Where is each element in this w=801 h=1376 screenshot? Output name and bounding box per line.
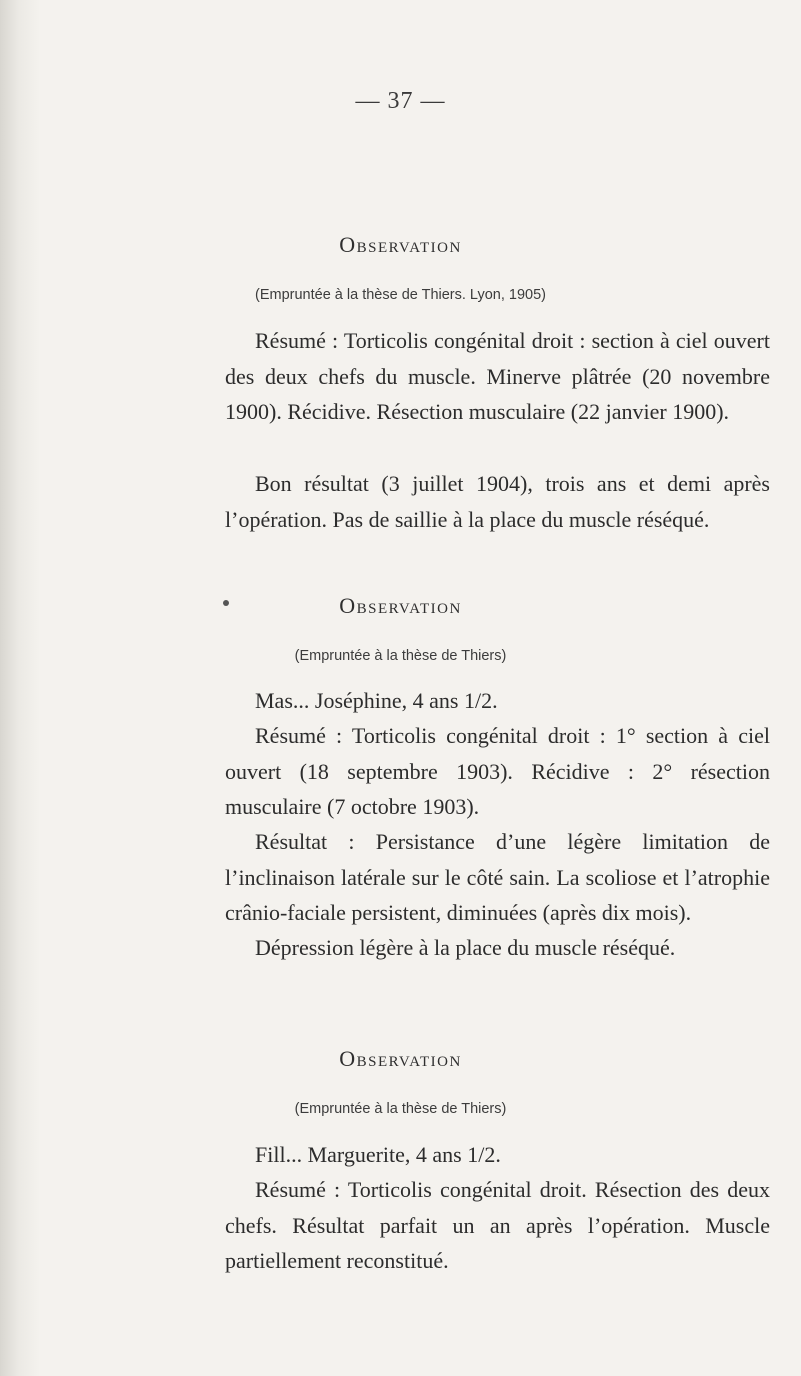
observation-2-paragraph-1: Mas... Joséphine, 4 ans 1/2. xyxy=(255,688,498,713)
observation-2-source: (Empruntée à la thèse de Thiers) xyxy=(294,648,507,664)
observation-2-paragraph-4: Dépression légère à la place du muscle réséqué. xyxy=(255,935,676,960)
observation-2-title: Observation xyxy=(339,593,462,618)
observation-3-paragraph-1: Fill... Marguerite, 4 ans 1/2. xyxy=(255,1142,501,1167)
observation-1-paragraph-2: Bon résultat (3 juillet 1904), trois ans et demi après l’opération. Pas de saillie à la place du muscle réséqué. xyxy=(225,471,770,532)
observation-3-paragraph-2: Résumé : Torticolis congénital droit. Résection des deux chefs. Résultat parfait un an après l’opération. Muscle partiellement reconstitué. xyxy=(225,1177,770,1273)
observation-1-title: Observation xyxy=(339,232,462,257)
observation-2-paragraph-3: Résultat : Persistance d’une légère limitation de l’inclinaison latérale sur le côté sain. La scoliose et l’atrophie crânio-faciale persistent, diminuées (après dix mois). xyxy=(225,829,770,925)
page-number: — 37 — xyxy=(355,88,446,114)
observation-3-title: Observation xyxy=(339,1046,462,1071)
observation-1-paragraph-1: Résumé : Torticolis congénital droit : section à ciel ouvert des deux chefs du muscle. Minerve plâtrée (20 novembre 1900). Récidive. Résection musculaire (22 janvier 1900). xyxy=(225,328,770,424)
observation-2-paragraph-2: Résumé : Torticolis congénital droit : 1° section à ciel ouvert (18 septembre 1903). Récidive : 2° résection musculaire (7 octobre 1903). xyxy=(225,723,770,819)
observation-3-source: (Empruntée à la thèse de Thiers) xyxy=(294,1101,507,1117)
observation-1-source: (Empruntée à la thèse de Thiers. Lyon, 1905) xyxy=(255,287,546,303)
